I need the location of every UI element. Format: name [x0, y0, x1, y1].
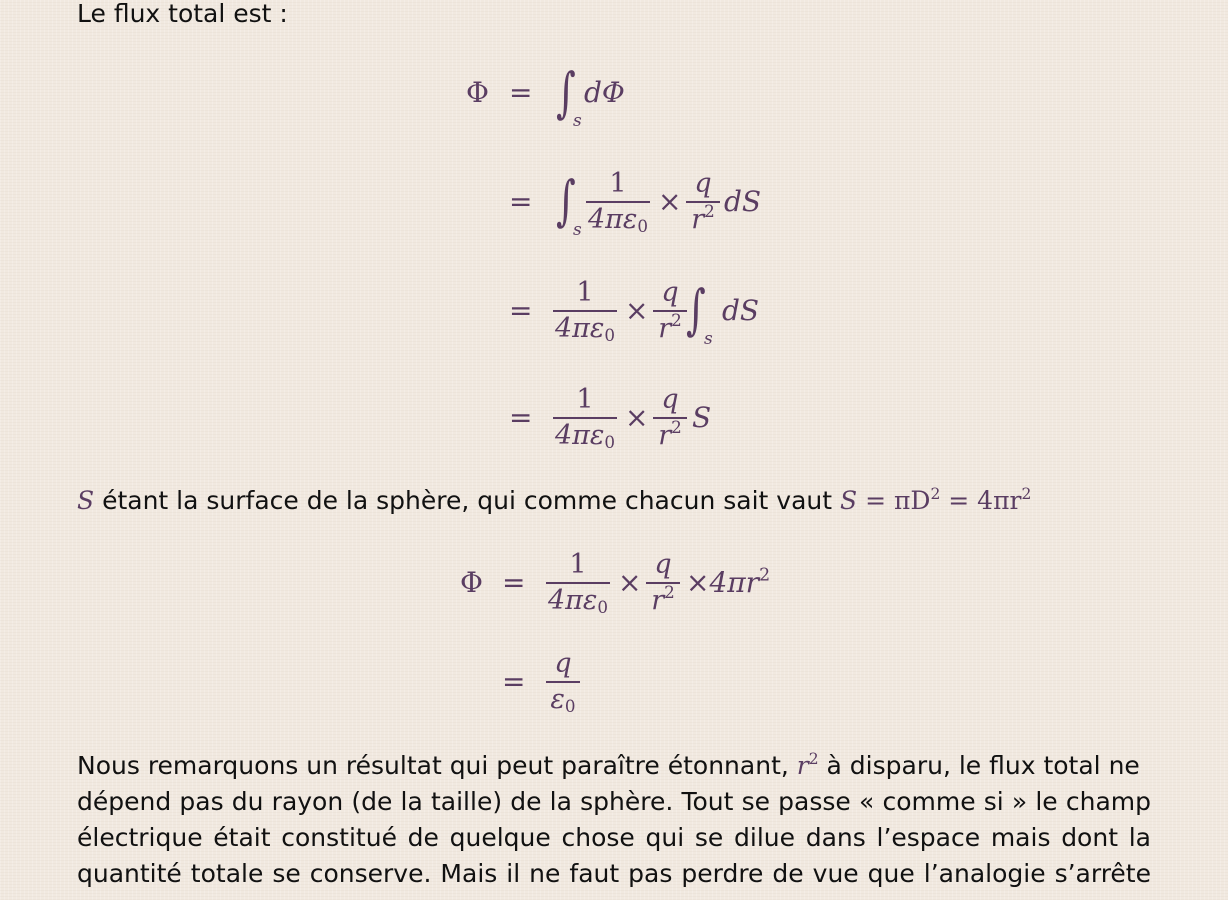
integral-sign: ∫: [556, 61, 576, 124]
denominator: [546, 585, 610, 617]
den-r: r: [691, 204, 705, 235]
times-4pi-r2: [686, 565, 771, 599]
fraction-q-r2: [686, 168, 720, 236]
integral-sign: ∫: [556, 169, 576, 232]
times-sign: ×: [625, 401, 649, 434]
fraction-coulomb: [546, 549, 610, 617]
den-r: r: [651, 585, 665, 616]
den-subscript: 0: [604, 325, 616, 346]
closing-text-b: à disparu, le flux total ne: [818, 751, 1140, 780]
formula-exponent: 2: [930, 484, 941, 503]
den-text: 4πε: [587, 204, 638, 235]
formula-4pi-r: = 4πr: [940, 486, 1022, 515]
fraction-q-eps: [546, 648, 580, 716]
formula-s: S: [840, 486, 858, 515]
r-exponent: 2: [808, 749, 819, 768]
phi-symbol: Φ: [466, 76, 489, 109]
fraction-coulomb: [586, 168, 650, 236]
equals-sign: =: [509, 185, 533, 218]
formula-exponent: 2: [1021, 484, 1032, 503]
den-subscript: 0: [604, 432, 616, 453]
exponent: 2: [671, 310, 682, 331]
fraction-bar: [686, 201, 720, 203]
exponent: 2: [664, 582, 675, 603]
surface-text: étant la surface de la sphère, qui comme chacun sait vaut: [94, 486, 840, 515]
den-subscript: 0: [637, 216, 649, 237]
den-r: r: [658, 313, 672, 344]
den-r: r: [658, 420, 672, 451]
times-sign: ×: [618, 566, 642, 599]
fraction-q-r2: [653, 277, 687, 345]
fraction-q-r2: [653, 384, 687, 452]
closing-line-2: dépend pas du rayon (de la taille) de la sphère. Tout se passe « comme si » le champ: [77, 787, 1151, 816]
closing-text-a: Nous remarquons un résultat qui peut paraître étonnant,: [77, 751, 797, 780]
exponent: 2: [671, 417, 682, 438]
fraction-bar: [586, 201, 650, 203]
closing-line-4: quantité totale se conserve. Mais il ne faut pas perdre de vue que l’analogie s’arrête: [77, 859, 1151, 888]
numerator: q: [554, 648, 572, 679]
equals-sign: =: [502, 665, 526, 698]
integral-subscript: s: [573, 111, 582, 131]
closing-line-1: [77, 748, 1151, 784]
fraction-bar: [546, 582, 610, 584]
den-text: 4πε: [554, 313, 605, 344]
r-variable: r: [796, 751, 809, 780]
numerator: q: [661, 277, 679, 308]
times-sign: ×: [658, 185, 682, 218]
denominator: [553, 313, 617, 345]
s-term: S: [692, 401, 712, 434]
integral-subscript: s: [704, 329, 713, 349]
denominator: [686, 201, 720, 236]
fraction-bar: [653, 310, 687, 312]
equals-sign: =: [509, 401, 533, 434]
numerator: q: [694, 168, 712, 199]
fraction-bar: [546, 681, 580, 683]
den-text: 4πε: [547, 585, 598, 616]
den-text: 4πε: [554, 420, 605, 451]
exponent: 2: [759, 565, 771, 586]
formula-pi-d: = πD: [857, 486, 931, 515]
numerator: 1: [569, 549, 587, 580]
surface-formula: [840, 486, 1031, 515]
equals-sign: =: [509, 76, 533, 109]
fraction-coulomb: [553, 384, 617, 452]
denominator: [653, 310, 687, 345]
fraction-q-r2: [646, 549, 680, 617]
phi-symbol: Φ: [460, 566, 483, 599]
numerator: 1: [576, 384, 594, 415]
numerator: 1: [576, 277, 594, 308]
fraction-coulomb: [553, 277, 617, 345]
denominator: [653, 417, 687, 452]
denominator: [553, 420, 617, 452]
denominator: [546, 684, 580, 716]
exponent: 2: [704, 201, 715, 222]
numerator: q: [661, 384, 679, 415]
integral-sign: ∫: [686, 278, 706, 341]
dphi-term: dΦ: [584, 76, 625, 109]
denominator: [646, 582, 680, 617]
den-subscript: 0: [564, 696, 576, 717]
den-subscript: 0: [597, 597, 609, 618]
den-eps: ε: [550, 684, 565, 715]
ds-term: dS: [724, 185, 762, 218]
s-variable: S: [77, 486, 95, 515]
equals-sign: =: [502, 566, 526, 599]
fraction-bar: [653, 417, 687, 419]
four-pi-r: ×4πr: [686, 566, 760, 599]
fraction-bar: [646, 582, 680, 584]
surface-sentence: [77, 483, 1031, 519]
integral-subscript: s: [573, 220, 582, 240]
intro-text: Le flux total est :: [77, 0, 288, 28]
times-sign: ×: [625, 294, 649, 327]
numerator: q: [654, 549, 672, 580]
fraction-bar: [553, 310, 617, 312]
fraction-bar: [553, 417, 617, 419]
equals-sign: =: [509, 294, 533, 327]
denominator: [586, 204, 650, 236]
numerator: 1: [609, 168, 627, 199]
ds-term: dS: [722, 294, 760, 327]
closing-line-3: électrique était constitué de quelque chose qui se dilue dans l’espace mais dont la: [77, 823, 1151, 852]
